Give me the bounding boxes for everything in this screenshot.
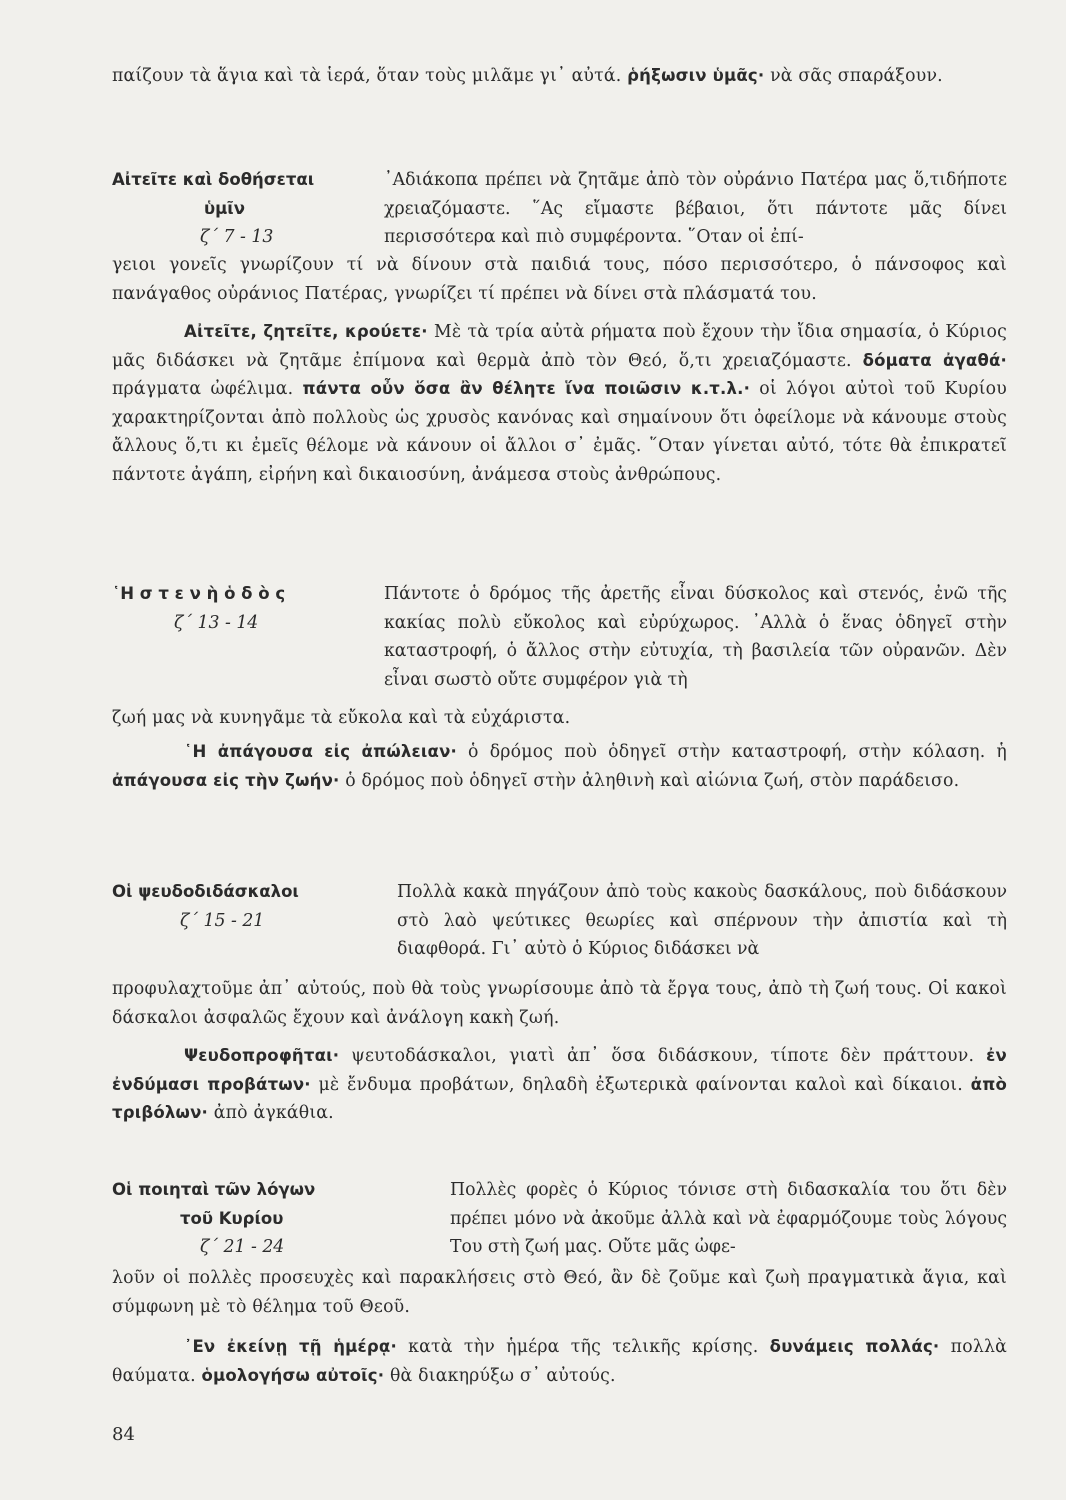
section-2-label (112, 580, 382, 637)
section-4-paragraph-2 (112, 1333, 1007, 1390)
s4-text-1: κατὰ τὴν ἡμέρα τῆς τελικῆς κρίσης. (408, 1337, 759, 1357)
s2-term-1: ῾Η ἀπάγουσα εἰς ἀπώλειαν· (184, 742, 457, 761)
s2-text-2: ὁ δρόμος ποὺ ὁδηγεῖ στὴν ἀληθινὴ καὶ αἰώνια ζωή, στὸν παράδεισο. (345, 770, 960, 791)
s3-term-3: ἀπὸ τριβόλων· (112, 1074, 1007, 1122)
s3-text-1: ψευτοδάσκαλοι, γιατὶ ἀπ᾽ ὅσα διδάσκουν, τίποτε δὲν πράττουν. (351, 1046, 975, 1066)
section-4-label (112, 1176, 427, 1262)
s1-text-2: πράγματα ὠφέλιμα. (112, 379, 294, 399)
s3-text-2: μὲ ἔνδυμα προβάτων, δηλαδὴ ἐξωτερικὰ φαίνονται καλοὶ καὶ δίκαιοι. (318, 1074, 963, 1095)
s3-term-1: Ψευδοπροφῆται· (184, 1046, 340, 1065)
section-3-label (112, 878, 392, 935)
section-3-body: Πολλὰ κακὰ πηγάζουν ἀπὸ τοὺς κακοὺς δασκάλους, ποὺ διδάσκουν στὸ λαὸ ψεύτικες θεωρίες καὶ σπέρνουν τὴν ἀπιστία καὶ τὴ διαφθορά. Γι᾽ αὐτὸ ὁ Κύριος διδάσκει νὰ (397, 882, 1007, 959)
section-4-title: Οἱ ποιηταὶ τῶν λόγων (112, 1180, 316, 1199)
s4-text-3: θὰ διακηρύξω σ᾽ αὐτούς. (389, 1365, 616, 1386)
s4-term-2: δυνάμεις πολλάς· (769, 1337, 940, 1356)
s1-term-1: Αἰτεῖτε, ζητεῖτε, κρούετε· (184, 322, 428, 341)
section-4-title-2: τοῦ Κυρίου (180, 1208, 284, 1228)
section-4-continuation: λοῦν οἱ πολλὲς προσευχὲς καὶ παρακλήσεις στὸ Θεό, ἂν δὲ ζοῦμε καὶ ζωὴ πραγματικὰ ἅγια, καὶ σύμφωνη μὲ τὸ θέλημα τοῦ Θεοῦ. (112, 1268, 1007, 1317)
s4-text-2: πολλὰ θαύματα. (112, 1337, 1007, 1386)
s1-term-2: δόματα ἀγαθά· (862, 350, 1007, 370)
intro-text-2: νὰ σᾶς σπαράξουν. (770, 66, 943, 86)
section-1-paragraph-2 (112, 318, 1007, 489)
s4-term-3: ὁμολογήσω αὐτοῖς· (201, 1365, 385, 1385)
section-1-ref: ζ´ 7 - 13 (200, 227, 274, 247)
section-3-ref: ζ´ 15 - 21 (180, 910, 265, 931)
s2-text-1: ὁ δρόμος ποὺ ὁδηγεῖ στὴν καταστροφή, στὴν κόλαση. ἡ (468, 742, 1007, 762)
s1-text-1: Μὲ τὰ τρία αὐτὰ ρήματα ποὺ ἔχουν τὴν ἴδια σημασία, ὁ Κύριος μᾶς διδάσκει νὰ ζητᾶμε ἐπίμονα καὶ θερμὰ ἀπὸ τὸν Θεό, ὅ,τι χρειαζόμαστε. (112, 322, 1007, 371)
section-2-title: ῾Η σ τ ε ν ὴ ὁ δ ὸ ς (112, 584, 286, 603)
section-2-ref: ζ´ 13 - 14 (174, 612, 259, 633)
s3-text-3: ἀπὸ ἀγκάθια. (213, 1103, 334, 1123)
section-1-body: ᾽Αδιάκοπα πρέπει νὰ ζητᾶμε ἀπὸ τὸν οὐράνιο Πατέρα μας ὅ,τιδήποτε χρειαζόμαστε. ῞Ας εἴμαστε βέβαιοι, ὅτι πάντοτε μᾶς δίνει περισσότερα καὶ πιὸ συμφέροντα. ῞Οταν οἱ ἐπί- (384, 170, 1007, 247)
section-2-paragraph-2 (112, 738, 1007, 795)
section-1-label (112, 166, 377, 252)
page-number: 84 (112, 1424, 135, 1445)
s1-term-3: πάντα οὖν ὅσα ἂν θέλητε ἵνα ποιῶσιν κ.τ.λ.· (302, 379, 751, 398)
section-2-body: Πάντοτε ὁ δρόμος τῆς ἀρετῆς εἶναι δύσκολος καὶ στενός, ἐνῶ τῆς κακίας πολὺ εὔκολος καὶ εὐρύχωρος. ᾽Αλλὰ ὁ ἕνας ὁδηγεῖ στὴν καταστροφή, ὁ ἄλλος στὴν εὐτυχία, τὴ βασιλεία τῶν οὐρανῶν. Δὲν εἶναι σωστὸ οὔτε συμφέρον γιὰ τὴ (384, 584, 1007, 690)
intro-term: ῥήξωσιν ὑμᾶς· (627, 66, 765, 85)
section-4-ref: ζ´ 21 - 24 (200, 1237, 285, 1257)
section-2-continuation: ζωή μας νὰ κυνηγᾶμε τὰ εὔκολα καὶ τὰ εὐχάριστα. (112, 708, 571, 728)
s2-term-2: ἀπάγουσα εἰς τὴν ζωήν· (112, 770, 340, 790)
section-3-title: Οἱ ψευδοδιδάσκαλοι (112, 882, 299, 901)
s1-text-3: οἱ λόγοι αὐτοὶ τοῦ Κυρίου χαρακτηρίζονται ἀπὸ πολλοὺς ὡς χρυσὸς κανόνας καὶ σημαίνουν ὅτι ὀφείλομε νὰ κάνουμε στοὺς ἄλλους ὅ,τι κι ἐμεῖς θέλομε νὰ κάνουν οἱ ἄλλοι σ᾽ ἐμᾶς. ῞Οταν γίνεται αὐτό, τότε θὰ ἐπικρατεῖ πάντοτε ἀγάπη, εἰρήνη καὶ δικαιοσύνη, ἀνάμεσα στοὺς ἀνθρώπους. (112, 379, 1007, 485)
section-4-body: Πολλὲς φορὲς ὁ Κύριος τόνισε στὴ διδασκαλία του ὅτι δὲν πρέπει μόνο νὰ ἀκοῦμε ἀλλὰ καὶ νὰ ἐφαρμόζουμε τοὺς λόγους Του στὴ ζωή μας. Οὔτε μᾶς ὠφε- (450, 1180, 1007, 1257)
section-3-paragraph-2 (112, 1042, 1007, 1128)
s3-term-2: ἐν ἐνδύμασι προβάτων· (112, 1046, 1007, 1094)
intro-paragraph (112, 62, 1007, 91)
s4-term-1: ᾽Εν ἐκείνῃ τῇ ἡμέρᾳ· (184, 1337, 397, 1356)
section-3-continuation: προφυλαχτοῦμε ἀπ᾽ αὐτούς, ποὺ θὰ τοὺς γνωρίσουμε ἀπὸ τὰ ἔργα τους, ἀπὸ τὴ ζωή τους. Οἱ κακοὶ δάσκαλοι ἀσφαλῶς ἔχουν καὶ ἀνάλογη κακὴ ζωή. (112, 979, 1007, 1028)
section-1-continuation: γειοι γονεῖς γνωρίζουν τί νὰ δίνουν στὰ παιδιά τους, πόσο περισσότερο, ὁ πάνσοφος καὶ πανάγαθος οὐράνιος Πατέρας, γνωρίζει τί πρέπει νὰ δίνει στὰ πλάσματά του. (112, 255, 1007, 304)
section-1-title: Αἰτεῖτε καὶ δοθήσεται (112, 170, 315, 189)
section-1-title-2: ὑμῖν (204, 198, 245, 218)
intro-text: παίζουν τὰ ἅγια καὶ τὰ ἱερά, ὅταν τοὺς μιλᾶμε γι᾽ αὐτά. (112, 66, 622, 86)
